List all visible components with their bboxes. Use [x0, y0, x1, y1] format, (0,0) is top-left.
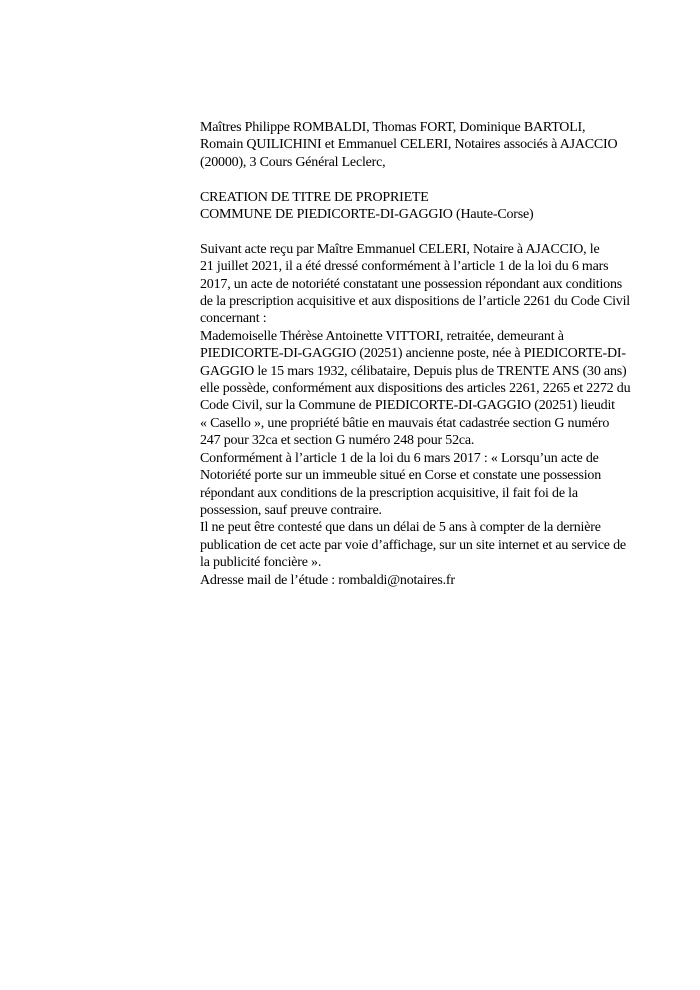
doc-line: 2017, un acte de notoriété constatant une possession répondant aux conditions — [200, 276, 622, 292]
doc-line: concernant : — [200, 311, 267, 327]
doc-line: Romain QUILICHINI et Emmanuel CELERI, Notaires associés à AJACCIO — [200, 137, 618, 153]
document-text-block — [200, 119, 690, 589]
doc-line: Conformément à l’article 1 de la loi du 6 mars 2017 : « Lorsqu’un acte de — [200, 450, 599, 466]
doc-line: possession, sauf preuve contraire. — [200, 502, 382, 518]
doc-title-line: CREATION DE TITRE DE PROPRIETE — [200, 189, 429, 205]
doc-line: Code Civil, sur la Commune de PIEDICORTE-DI-GAGGIO (20251) lieudit — [200, 398, 615, 414]
doc-line: (20000), 3 Cours Général Leclerc, — [200, 154, 386, 170]
doc-line: Il ne peut être contesté que dans un délai de 5 ans à compter de la dernière — [200, 520, 601, 536]
doc-line: la publicité foncière ». — [200, 555, 322, 571]
doc-line: 247 pour 32ca et section G numéro 248 pour 52ca. — [200, 433, 475, 449]
doc-line: publication de cet acte par voie d’affichage, sur un site internet et au service de — [200, 537, 626, 553]
doc-line: de la prescription acquisitive et aux dispositions de l’article 2261 du Code Civil — [200, 294, 630, 310]
doc-line: PIEDICORTE-DI-GAGGIO (20251) ancienne poste, née à PIEDICORTE-DI- — [200, 346, 626, 362]
doc-line: Mademoiselle Thérèse Antoinette VITTORI, retraitée, demeurant à — [200, 328, 564, 344]
document-title — [200, 189, 690, 224]
notary-header — [200, 119, 690, 171]
document-body — [200, 241, 690, 589]
doc-line: Adresse mail de l’étude : rombaldi@notaires.fr — [200, 572, 455, 588]
doc-line: Maîtres Philippe ROMBALDI, Thomas FORT, Dominique BARTOLI, — [200, 120, 586, 135]
doc-line: répondant aux conditions de la prescription acquisitive, il fait foi de la — [200, 485, 578, 501]
blank-line — [200, 171, 690, 188]
doc-line: GAGGIO le 15 mars 1932, célibataire, Depuis plus de TRENTE ANS (30 ans) — [200, 363, 627, 379]
doc-line: Suivant acte reçu par Maître Emmanuel CELERI, Notaire à AJACCIO, le — [200, 241, 600, 257]
doc-line: 21 juillet 2021, il a été dressé conformément à l’article 1 de la loi du 6 mars — [200, 259, 609, 275]
doc-line: Notoriété porte sur un immeuble situé en Corse et constate une possession — [200, 468, 602, 484]
doc-line: « Casello », une propriété bâtie en mauvais état cadastrée section G numéro — [200, 415, 610, 431]
blank-line — [200, 223, 690, 240]
doc-title-line: COMMUNE DE PIEDICORTE-DI-GAGGIO (Haute-Corse) — [200, 207, 534, 223]
doc-line: elle possède, conformément aux dispositions des articles 2261, 2265 et 2272 du — [200, 381, 631, 397]
